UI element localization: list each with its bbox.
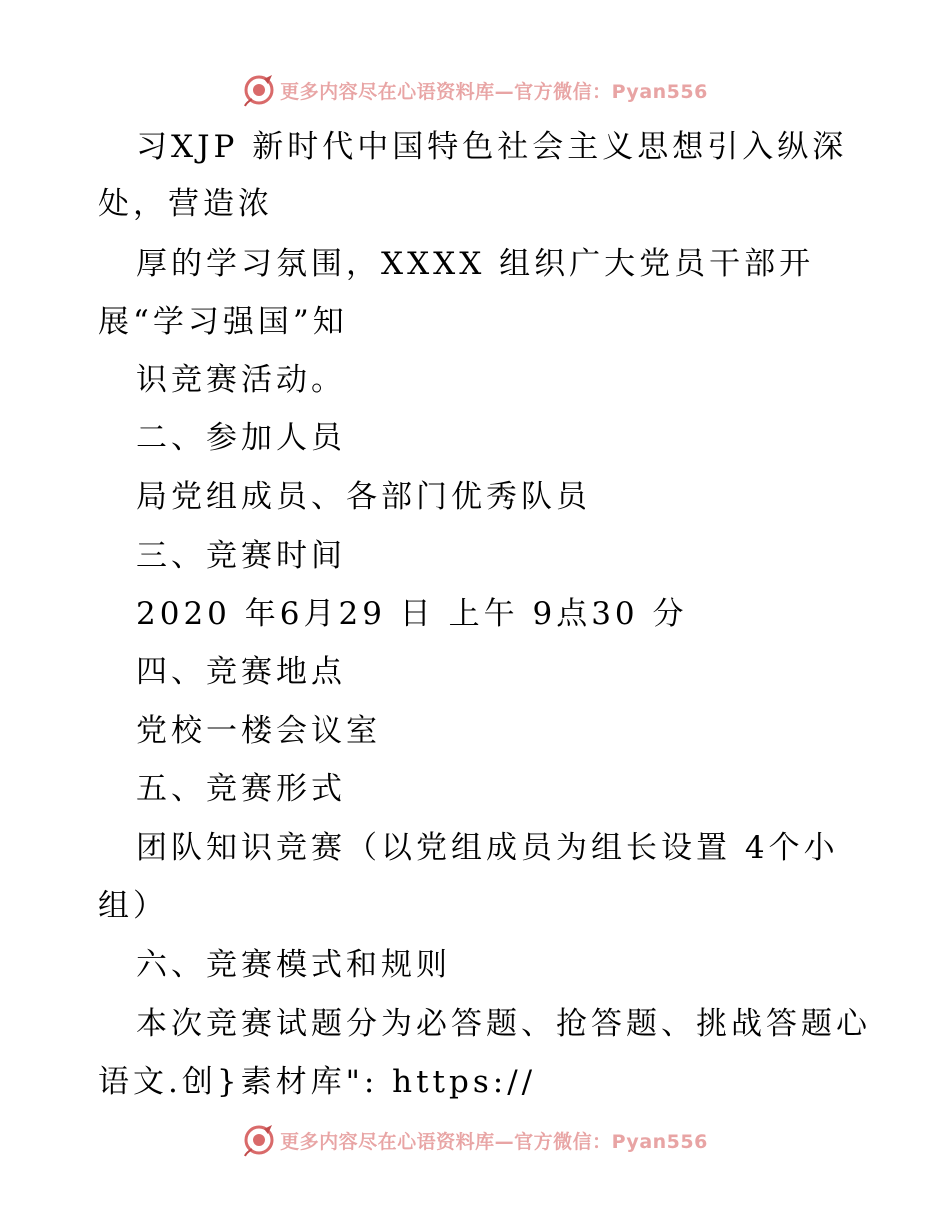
body-line-participants: 局党组成员、各部门优秀队员 (136, 479, 591, 515)
body-line-1: 习XJP 新时代中国特色社会主义思想引入纵深 (136, 129, 848, 165)
footer-banner-text: 更多内容尽在心语资料库—官方微信：Pyan556 (280, 1130, 708, 1153)
body-line-2: 处，营造浓 (98, 186, 273, 222)
header-banner-text: 更多内容尽在心语资料库—官方微信：Pyan556 (280, 80, 708, 103)
body-line-rules: 本次竞赛试题分为必答题、抢答题、挑战答题心 (136, 1006, 871, 1042)
body-line-format-cont: 组） (98, 888, 168, 924)
brand-logo-icon (242, 1123, 276, 1157)
body-line-rules-cont: 语文.创}素材库": https:// (98, 1064, 537, 1100)
section-heading-rules: 六、竞赛模式和规则 (136, 947, 451, 983)
section-heading-format: 五、竞赛形式 (136, 771, 346, 807)
section-heading-time: 三、竞赛时间 (136, 538, 346, 574)
body-line-format: 团队知识竞赛（以党组成员为组长设置 4个小 (136, 830, 839, 866)
footer-banner (0, 1120, 950, 1160)
body-line-4: 展“学习强国”知 (98, 304, 348, 340)
body-line-3: 厚的学习氛围，XXXX 组织广大党员干部开 (136, 246, 815, 282)
section-heading-participants: 二、参加人员 (136, 420, 346, 456)
section-heading-location: 四、竞赛地点 (136, 654, 346, 690)
body-line-5: 识竞赛活动。 (136, 362, 346, 398)
body-line-time: 2020 年6月29 日 上午 9点30 分 (136, 596, 688, 632)
body-line-location: 党校一楼会议室 (136, 713, 381, 749)
